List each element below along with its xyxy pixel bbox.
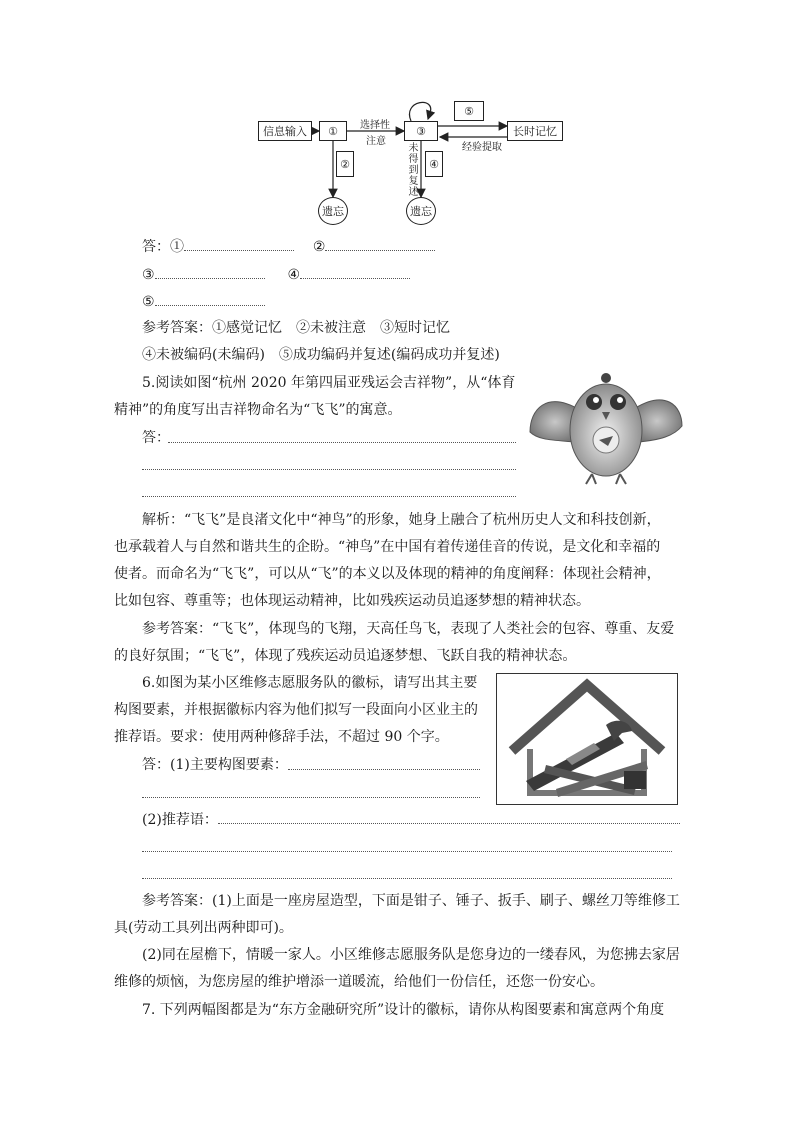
q4-answer-4-label: ④ [287,267,301,283]
q5-answer-line-1[interactable] [168,441,516,443]
q6-question-line-2: 构图要素，并根据徽标内容为他们拟写一段面向小区业主的 [114,702,478,718]
q4-answer-2-label: ② [312,239,326,255]
not-rehearsed-label: 未得到复述 [408,143,419,198]
q4-reference-1: 参考答案：①感觉记忆 ②未被注意 ③短时记忆 [142,320,450,336]
stage-3-box: ③ [404,121,438,141]
q5-question-line-2: 精神”的角度写出吉祥物命名为“飞飞”的寓意。 [114,402,402,418]
diagram-arrows [0,0,794,240]
q6-reference-3: (2)同在屋檐下，情暖一家人。小区维修志愿服务队是您身边的一缕春风，为您拂去家居 [142,947,680,963]
q6-question-line-3: 推荐语。要求：使用两种修辞手法，不超过 90 个字。 [114,729,449,745]
answer-blank-4[interactable] [300,264,410,279]
q4-reference-2: ④未被编码(未编码) ⑤成功编码并复述(编码成功并复述) [142,347,500,363]
stage-1-box: ① [319,121,347,141]
q4-answer-row-3 [142,291,265,312]
q6-answer-2-line-3[interactable] [142,877,672,879]
label-5-box: ⑤ [454,101,484,121]
selective-label-2: 注意 [366,136,386,147]
answer-blank-5[interactable] [155,291,265,306]
q4-answer-row-1 [142,236,435,257]
retrieval-label: 经验提取 [462,142,502,153]
q7-question-line-1: 7. 下列两幅图都是为“东方金融研究所”设计的徽标，请你从构图要素和寓意两个角度 [142,1002,665,1018]
label-4-box: ④ [425,151,443,177]
label-2-box: ② [336,151,354,177]
mascot-bird-image [526,370,686,490]
q6-answer-1-line-1[interactable] [288,768,480,770]
q5-analysis-3: 使者。而命名为“飞飞”，可以从“飞”的本义以及体现的精神的角度阐释：体现社会精神， [114,566,661,582]
answer-blank-1[interactable] [184,236,294,251]
q5-answer-label: 答： [142,430,170,446]
selective-label-1: 选择性 [360,120,390,131]
answer-blank-3[interactable] [155,264,265,279]
q5-reference-1: 参考答案：“飞飞”，体现鸟的飞翔，天高任鸟飞，表现了人类社会的包容、尊重、友爱 [142,621,675,637]
q6-answer-1-line-2[interactable] [142,796,480,798]
repair-team-logo-image [496,673,678,805]
q5-answer-line-2[interactable] [142,468,516,470]
q5-analysis-1: 解析：“飞飞”是良渚文化中“神鸟”的形象，她身上融合了杭州历史人文和科技创新， [142,512,661,528]
q4-answer-5-label: ⑤ [142,294,155,310]
q6-reference-1: 参考答案：(1)上面是一座房屋造型，下面是钳子、锤子、扳手、刷子、螺丝刀等维修工 [142,893,680,909]
forget-circle-1: 遗忘 [318,197,348,225]
q5-answer-line-3[interactable] [142,495,516,497]
q5-question-line-1: 5.阅读如图“杭州 2020 年第四届亚残运会吉祥物”，从“体育 [142,375,516,391]
q4-answer-3-label: ③ [142,267,155,283]
q4-answer-label: 答：① [142,239,184,255]
q6-question-line-1: 6.如图为某小区维修志愿服务队的徽标，请写出其主要 [142,675,478,691]
q6-reference-2: 具(劳动工具列出两种即可)。 [114,920,293,936]
q6-answer-2-label: (2)推荐语： [142,812,218,828]
q6-reference-4: 维修的烦恼，为您房屋的维护增添一道暖流，给他们一份信任，还您一份安心。 [114,974,604,990]
forget-circle-2: 遗忘 [406,197,436,225]
q5-reference-2: 的良好氛围；“飞飞”，体现了残疾运动员追逐梦想、飞跃自我的精神状态。 [114,648,577,664]
info-input-box: 信息输入 [258,121,312,141]
q6-answer-1-label: 答：(1)主要构图要素： [142,757,288,773]
q6-answer-2-line-1[interactable] [218,822,680,824]
q6-answer-2-line-2[interactable] [142,850,672,852]
q5-analysis-2: 也承载着人与自然和谐共生的企盼。“神鸟”在中国有着传递佳音的传说，是文化和幸福的 [114,539,661,555]
q4-answer-row-2 [142,264,410,285]
long-term-memory-box: 长时记忆 [507,121,563,141]
answer-blank-2[interactable] [325,236,435,251]
q5-analysis-4: 比如包容、尊重等；也体现运动精神，比如残疾运动员追逐梦想的精神状态。 [114,593,590,609]
